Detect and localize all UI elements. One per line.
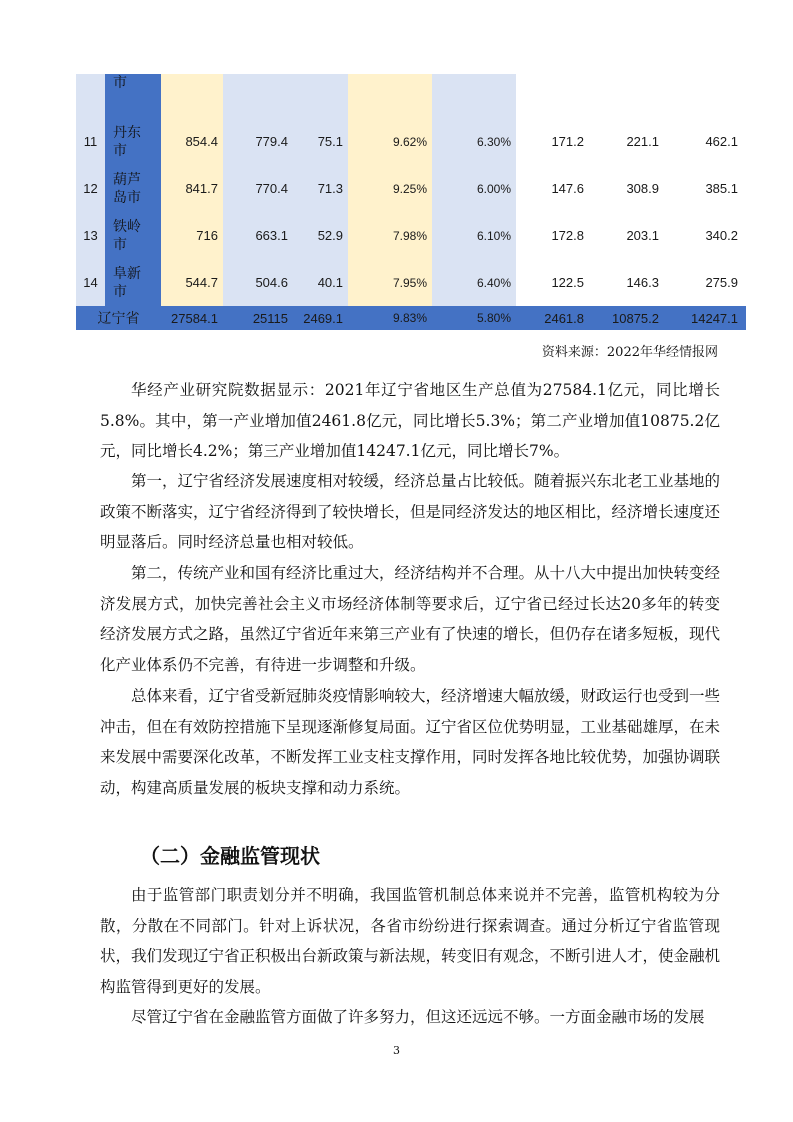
primary-industry: 122.5 xyxy=(516,259,589,306)
gdp-total: 841.7 xyxy=(161,165,223,212)
cell-percent: 9.83% xyxy=(392,311,427,325)
row-index: 12 xyxy=(76,165,105,212)
table-row xyxy=(76,165,746,212)
paragraph: 第一，辽宁省经济发展速度相对较缓，经济总量占比较低。随着振兴东北老工业基地的政策不断落实，辽宁省经济得到了较快增长，但是同经济发达的地区相比，经济增长速度还明显落后。同时经济总量也相对较低。 xyxy=(100,472,721,551)
gdp-table xyxy=(76,74,746,330)
tertiary-industry: 385.1 xyxy=(664,165,746,212)
table-row xyxy=(76,74,746,118)
city-name: 葫芦 岛市 xyxy=(105,165,161,212)
gdp-total: 854.4 xyxy=(161,118,223,165)
growth-rate: 5.80% xyxy=(476,311,511,325)
growth-rate: 6.00% xyxy=(432,165,516,212)
city-name: 阜新 市 xyxy=(105,259,161,306)
table-row xyxy=(76,212,746,259)
secondary-industry: 221.1 xyxy=(589,118,664,165)
paragraph: 由于监管部门职责划分并不明确，我国监管机制总体来说并不完善，监管机构较为分散，分散在不同部门。针对上诉状况，各省市纷纷进行探索调查。通过分析辽宁省监管现状，我们发现辽宁省正积极出台新政策与新法规，转变旧有观念，不断引进人才，使金融机构监管得到更好的发展。 xyxy=(100,886,721,996)
table-total-row xyxy=(76,306,746,330)
primary-industry: 171.2 xyxy=(516,118,589,165)
primary-industry: 2461.8 xyxy=(544,310,584,326)
primary-industry: 147.6 xyxy=(516,165,589,212)
section-heading: （二）金融监管现状 xyxy=(140,844,320,868)
row-index: 11 xyxy=(76,118,105,165)
tertiary-industry: 340.2 xyxy=(664,212,746,259)
secondary-industry: 10875.2 xyxy=(612,310,659,326)
cell-value xyxy=(293,74,348,118)
paragraph: 总体来看，辽宁省受新冠肺炎疫情影响较大，经济增速大幅放缓，财政运行也受到一些冲击，但在有效防控措施下呈现逐渐修复局面。辽宁省区位优势明显，工业基础雄厚，在未来发展中需要深化改革，不断发挥工业支柱支撑作用，同时发挥各地比较优势，加强协调联动，构建高质量发展的板块支撑和动力系统。 xyxy=(100,687,721,797)
cell-value: 2469.1 xyxy=(303,310,343,326)
secondary-industry: 146.3 xyxy=(589,259,664,306)
row-index: 13 xyxy=(76,212,105,259)
gdp-total: 716 xyxy=(161,212,223,259)
growth-rate: 6.40% xyxy=(432,259,516,306)
tertiary-industry: 14247.1 xyxy=(691,310,738,326)
paragraph: 尽管辽宁省在金融监管方面做了许多努力，但这还远远不够。一方面金融市场的发展 xyxy=(131,1008,705,1026)
tertiary-industry: 275.9 xyxy=(664,259,746,306)
cell-value: 75.1 xyxy=(293,118,348,165)
cell-value: 40.1 xyxy=(293,259,348,306)
secondary-industry: 203.1 xyxy=(589,212,664,259)
cell-percent: 9.25% xyxy=(348,165,432,212)
page-number: 3 xyxy=(393,1044,400,1057)
cell-value xyxy=(161,74,223,118)
paragraph: 华经产业研究院数据显示：2021年辽宁省地区生产总值为27584.1亿元，同比增长5.8%。其中，第一产业增加值2461.8亿元，同比增长5.3%；第二产业增加值10875.2亿元，同比增长4.2%；第三产业增加值14247.1亿元，同比增长7%。 xyxy=(100,381,720,460)
cell-value: 504.6 xyxy=(223,259,293,306)
table-row xyxy=(76,118,746,165)
province-name: 辽宁省 xyxy=(97,311,140,327)
growth-rate: 6.30% xyxy=(432,118,516,165)
row-index xyxy=(76,74,105,118)
city-name: 市 xyxy=(105,74,161,118)
city-name: 铁岭 市 xyxy=(105,212,161,259)
cell-value: 770.4 xyxy=(223,165,293,212)
cell-percent: 9.62% xyxy=(348,118,432,165)
table-row xyxy=(76,259,746,306)
cell-percent: 7.98% xyxy=(348,212,432,259)
cell-value xyxy=(432,74,516,118)
cell-value: 25115 xyxy=(252,310,288,326)
cell-value: 71.3 xyxy=(293,165,348,212)
growth-rate: 6.10% xyxy=(432,212,516,259)
primary-industry: 172.8 xyxy=(516,212,589,259)
secondary-industry: 308.9 xyxy=(589,165,664,212)
cell-percent: 7.95% xyxy=(348,259,432,306)
cell-value xyxy=(348,74,432,118)
cell-value: 663.1 xyxy=(223,212,293,259)
city-name: 丹东 市 xyxy=(105,118,161,165)
cell-value xyxy=(223,74,293,118)
tertiary-industry: 462.1 xyxy=(664,118,746,165)
gdp-total: 27584.1 xyxy=(171,310,218,326)
gdp-total: 544.7 xyxy=(161,259,223,306)
row-index: 14 xyxy=(76,259,105,306)
table-source: 资料来源：2022年华经情报网 xyxy=(541,345,718,360)
cell-value: 52.9 xyxy=(293,212,348,259)
paragraph: 第二，传统产业和国有经济比重过大，经济结构并不合理。从十八大中提出加快转变经济发展方式，加快完善社会主义市场经济体制等要求后，辽宁省已经过长达20多年的转变经济发展方式之路，虽然辽宁省近年来第三产业有了快速的增长，但仍存在诸多短板，现代化产业体系仍不完善，有待进一步调整和升级。 xyxy=(100,564,721,674)
cell-value: 779.4 xyxy=(223,118,293,165)
